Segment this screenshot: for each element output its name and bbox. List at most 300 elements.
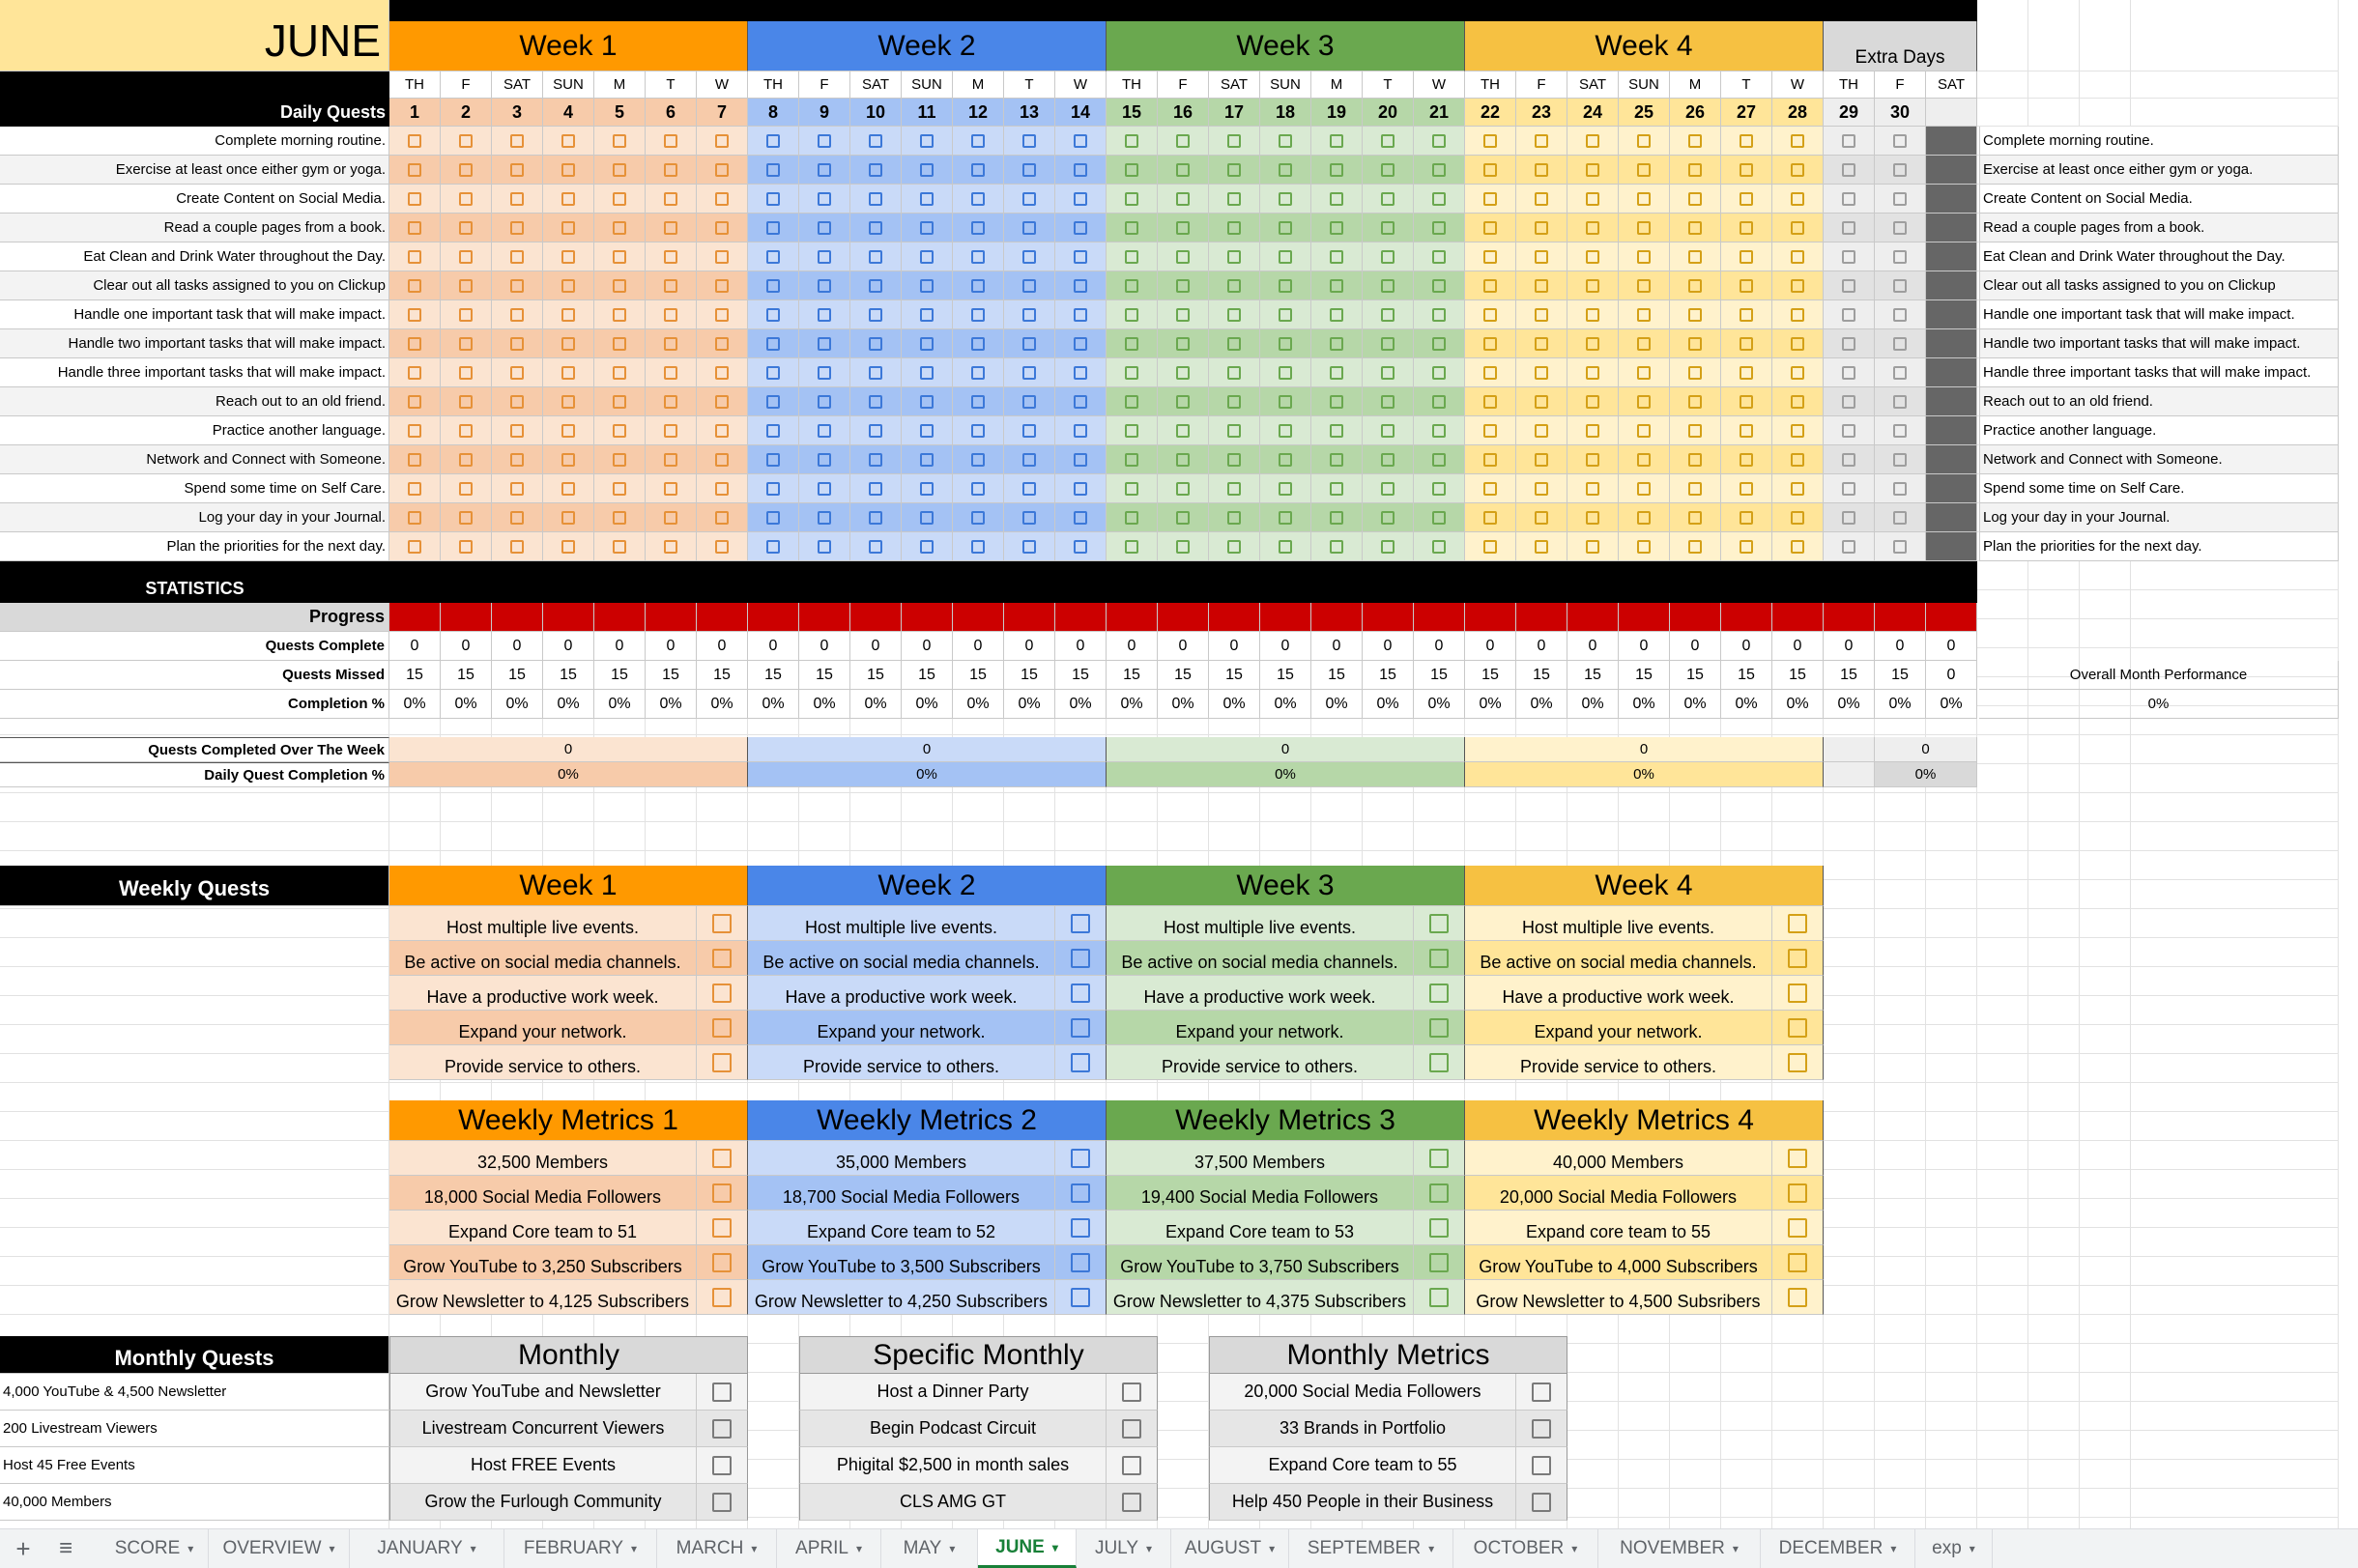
quest-checkbox[interactable]: [920, 163, 934, 177]
quest-checkbox[interactable]: [766, 511, 780, 525]
quest-checkbox[interactable]: [1688, 250, 1702, 264]
quest-checkbox[interactable]: [1176, 221, 1190, 235]
quest-checkbox[interactable]: [818, 163, 831, 177]
quest-checkbox[interactable]: [1022, 511, 1036, 525]
weekly-quest-checkbox[interactable]: [1788, 984, 1807, 1003]
quest-checkbox[interactable]: [1740, 337, 1753, 351]
quest-checkbox[interactable]: [408, 453, 421, 467]
weekly-quest-checkbox[interactable]: [712, 949, 732, 968]
weekly-quest-checkbox[interactable]: [1071, 914, 1090, 933]
quest-checkbox[interactable]: [1279, 279, 1292, 293]
quest-checkbox[interactable]: [1637, 279, 1651, 293]
quest-checkbox[interactable]: [1381, 482, 1395, 496]
quest-checkbox[interactable]: [1381, 192, 1395, 206]
quest-checkbox[interactable]: [920, 366, 934, 380]
quest-checkbox[interactable]: [459, 221, 473, 235]
quest-checkbox[interactable]: [1227, 395, 1241, 409]
quest-checkbox[interactable]: [920, 134, 934, 148]
quest-checkbox[interactable]: [715, 221, 729, 235]
quest-checkbox[interactable]: [1586, 424, 1599, 438]
quest-checkbox[interactable]: [510, 221, 524, 235]
quest-checkbox[interactable]: [1381, 134, 1395, 148]
quest-checkbox[interactable]: [561, 163, 575, 177]
quest-checkbox[interactable]: [1074, 424, 1087, 438]
quest-checkbox[interactable]: [1330, 540, 1343, 554]
quest-checkbox[interactable]: [1893, 424, 1907, 438]
quest-checkbox[interactable]: [561, 482, 575, 496]
quest-checkbox[interactable]: [1842, 221, 1855, 235]
quest-checkbox[interactable]: [664, 395, 677, 409]
weekly-metric-checkbox[interactable]: [712, 1218, 732, 1238]
weekly-quest-checkbox[interactable]: [1429, 914, 1449, 933]
monthly-checkbox[interactable]: [1532, 1456, 1551, 1475]
quest-checkbox[interactable]: [1637, 221, 1651, 235]
quest-checkbox[interactable]: [408, 424, 421, 438]
quest-checkbox[interactable]: [1535, 308, 1548, 322]
quest-checkbox[interactable]: [1483, 424, 1497, 438]
quest-checkbox[interactable]: [1535, 134, 1548, 148]
quest-checkbox[interactable]: [1176, 279, 1190, 293]
quest-checkbox[interactable]: [1893, 540, 1907, 554]
quest-checkbox[interactable]: [971, 250, 985, 264]
chevron-down-icon[interactable]: ▾: [1146, 1542, 1153, 1555]
quest-checkbox[interactable]: [1842, 424, 1855, 438]
quest-checkbox[interactable]: [459, 424, 473, 438]
quest-checkbox[interactable]: [1791, 163, 1804, 177]
quest-checkbox[interactable]: [1535, 424, 1548, 438]
quest-checkbox[interactable]: [1483, 250, 1497, 264]
quest-checkbox[interactable]: [1022, 366, 1036, 380]
quest-checkbox[interactable]: [1022, 134, 1036, 148]
weekly-quest-checkbox[interactable]: [1071, 949, 1090, 968]
quest-checkbox[interactable]: [766, 366, 780, 380]
quest-checkbox[interactable]: [1330, 221, 1343, 235]
quest-checkbox[interactable]: [1740, 250, 1753, 264]
quest-checkbox[interactable]: [818, 482, 831, 496]
quest-checkbox[interactable]: [920, 221, 934, 235]
quest-checkbox[interactable]: [510, 482, 524, 496]
weekly-quest-checkbox[interactable]: [1788, 1053, 1807, 1072]
quest-checkbox[interactable]: [1330, 366, 1343, 380]
weekly-metric-checkbox[interactable]: [1788, 1149, 1807, 1168]
quest-checkbox[interactable]: [1893, 279, 1907, 293]
quest-checkbox[interactable]: [459, 366, 473, 380]
quest-checkbox[interactable]: [1791, 366, 1804, 380]
quest-checkbox[interactable]: [510, 453, 524, 467]
quest-checkbox[interactable]: [408, 366, 421, 380]
quest-checkbox[interactable]: [1227, 511, 1241, 525]
sheet-tab-april[interactable]: [777, 1529, 881, 1568]
quest-checkbox[interactable]: [1483, 482, 1497, 496]
quest-checkbox[interactable]: [1740, 482, 1753, 496]
quest-checkbox[interactable]: [920, 540, 934, 554]
quest-checkbox[interactable]: [408, 279, 421, 293]
weekly-metric-checkbox[interactable]: [1429, 1288, 1449, 1307]
quest-checkbox[interactable]: [920, 395, 934, 409]
quest-checkbox[interactable]: [1022, 540, 1036, 554]
quest-checkbox[interactable]: [561, 221, 575, 235]
quest-checkbox[interactable]: [1381, 424, 1395, 438]
weekly-metric-checkbox[interactable]: [1788, 1183, 1807, 1203]
monthly-checkbox[interactable]: [1532, 1419, 1551, 1439]
quest-checkbox[interactable]: [408, 482, 421, 496]
quest-checkbox[interactable]: [971, 482, 985, 496]
quest-checkbox[interactable]: [1740, 453, 1753, 467]
quest-checkbox[interactable]: [869, 134, 882, 148]
quest-checkbox[interactable]: [613, 424, 626, 438]
weekly-quest-checkbox[interactable]: [712, 984, 732, 1003]
quest-checkbox[interactable]: [1432, 424, 1446, 438]
quest-checkbox[interactable]: [1330, 308, 1343, 322]
quest-checkbox[interactable]: [715, 482, 729, 496]
quest-checkbox[interactable]: [1279, 221, 1292, 235]
quest-checkbox[interactable]: [818, 221, 831, 235]
sheet-tab-score[interactable]: [101, 1529, 209, 1568]
quest-checkbox[interactable]: [1279, 453, 1292, 467]
quest-checkbox[interactable]: [510, 279, 524, 293]
quest-checkbox[interactable]: [818, 192, 831, 206]
quest-checkbox[interactable]: [1022, 192, 1036, 206]
quest-checkbox[interactable]: [561, 250, 575, 264]
sheet-tab-august[interactable]: [1171, 1529, 1289, 1568]
sheet-tab-exp[interactable]: [1915, 1529, 1993, 1568]
weekly-quest-checkbox[interactable]: [1788, 1018, 1807, 1038]
quest-checkbox[interactable]: [1074, 395, 1087, 409]
quest-checkbox[interactable]: [869, 279, 882, 293]
quest-checkbox[interactable]: [766, 134, 780, 148]
quest-checkbox[interactable]: [715, 279, 729, 293]
quest-checkbox[interactable]: [1381, 395, 1395, 409]
quest-checkbox[interactable]: [869, 337, 882, 351]
quest-checkbox[interactable]: [818, 134, 831, 148]
quest-checkbox[interactable]: [1330, 453, 1343, 467]
quest-checkbox[interactable]: [1432, 163, 1446, 177]
quest-checkbox[interactable]: [1074, 482, 1087, 496]
quest-checkbox[interactable]: [1842, 511, 1855, 525]
quest-checkbox[interactable]: [869, 453, 882, 467]
quest-checkbox[interactable]: [1125, 163, 1138, 177]
quest-checkbox[interactable]: [1125, 453, 1138, 467]
quest-checkbox[interactable]: [1279, 366, 1292, 380]
quest-checkbox[interactable]: [920, 424, 934, 438]
chevron-down-icon[interactable]: ▾: [1969, 1542, 1975, 1555]
quest-checkbox[interactable]: [510, 308, 524, 322]
quest-checkbox[interactable]: [1279, 337, 1292, 351]
quest-checkbox[interactable]: [459, 540, 473, 554]
quest-checkbox[interactable]: [1688, 192, 1702, 206]
quest-checkbox[interactable]: [1842, 134, 1855, 148]
quest-checkbox[interactable]: [1688, 134, 1702, 148]
quest-checkbox[interactable]: [664, 540, 677, 554]
quest-checkbox[interactable]: [1381, 221, 1395, 235]
sheet-tab-june[interactable]: [978, 1529, 1077, 1568]
quest-checkbox[interactable]: [1688, 453, 1702, 467]
quest-checkbox[interactable]: [561, 134, 575, 148]
quest-checkbox[interactable]: [1535, 511, 1548, 525]
chevron-down-icon[interactable]: ▾: [329, 1542, 335, 1555]
quest-checkbox[interactable]: [1176, 540, 1190, 554]
quest-checkbox[interactable]: [1279, 395, 1292, 409]
weekly-metric-checkbox[interactable]: [712, 1253, 732, 1272]
quest-checkbox[interactable]: [1483, 395, 1497, 409]
quest-checkbox[interactable]: [1022, 163, 1036, 177]
quest-checkbox[interactable]: [459, 395, 473, 409]
quest-checkbox[interactable]: [1279, 482, 1292, 496]
quest-checkbox[interactable]: [1637, 482, 1651, 496]
weekly-metric-checkbox[interactable]: [712, 1183, 732, 1203]
quest-checkbox[interactable]: [1637, 395, 1651, 409]
quest-checkbox[interactable]: [1586, 163, 1599, 177]
quest-checkbox[interactable]: [1740, 192, 1753, 206]
quest-checkbox[interactable]: [869, 482, 882, 496]
quest-checkbox[interactable]: [766, 279, 780, 293]
quest-checkbox[interactable]: [818, 279, 831, 293]
quest-checkbox[interactable]: [1074, 192, 1087, 206]
quest-checkbox[interactable]: [1279, 163, 1292, 177]
quest-checkbox[interactable]: [869, 308, 882, 322]
quest-checkbox[interactable]: [1125, 511, 1138, 525]
quest-checkbox[interactable]: [1586, 221, 1599, 235]
quest-checkbox[interactable]: [818, 250, 831, 264]
monthly-checkbox[interactable]: [1122, 1456, 1141, 1475]
quest-checkbox[interactable]: [1791, 482, 1804, 496]
quest-checkbox[interactable]: [766, 337, 780, 351]
quest-checkbox[interactable]: [613, 337, 626, 351]
quest-checkbox[interactable]: [1074, 163, 1087, 177]
quest-checkbox[interactable]: [1022, 221, 1036, 235]
quest-checkbox[interactable]: [1176, 308, 1190, 322]
quest-checkbox[interactable]: [1535, 482, 1548, 496]
chevron-down-icon[interactable]: ▾: [949, 1542, 956, 1555]
quest-checkbox[interactable]: [408, 337, 421, 351]
quest-checkbox[interactable]: [1125, 279, 1138, 293]
quest-checkbox[interactable]: [459, 250, 473, 264]
weekly-metric-checkbox[interactable]: [712, 1288, 732, 1307]
quest-checkbox[interactable]: [459, 134, 473, 148]
quest-checkbox[interactable]: [613, 279, 626, 293]
add-sheet-icon[interactable]: +: [15, 1533, 31, 1563]
weekly-metric-checkbox[interactable]: [1788, 1288, 1807, 1307]
quest-checkbox[interactable]: [1022, 424, 1036, 438]
quest-checkbox[interactable]: [459, 279, 473, 293]
quest-checkbox[interactable]: [613, 134, 626, 148]
quest-checkbox[interactable]: [920, 192, 934, 206]
weekly-metric-checkbox[interactable]: [1071, 1288, 1090, 1307]
chevron-down-icon[interactable]: ▾: [855, 1542, 862, 1555]
weekly-quest-checkbox[interactable]: [1071, 1018, 1090, 1038]
quest-checkbox[interactable]: [510, 192, 524, 206]
quest-checkbox[interactable]: [1381, 453, 1395, 467]
quest-checkbox[interactable]: [1586, 540, 1599, 554]
quest-checkbox[interactable]: [1893, 192, 1907, 206]
quest-checkbox[interactable]: [971, 221, 985, 235]
quest-checkbox[interactable]: [1791, 192, 1804, 206]
sheet-tab-october[interactable]: [1453, 1529, 1598, 1568]
quest-checkbox[interactable]: [1688, 279, 1702, 293]
quest-checkbox[interactable]: [664, 337, 677, 351]
quest-checkbox[interactable]: [510, 540, 524, 554]
quest-checkbox[interactable]: [664, 482, 677, 496]
weekly-quest-checkbox[interactable]: [1429, 949, 1449, 968]
quest-checkbox[interactable]: [1227, 134, 1241, 148]
quest-checkbox[interactable]: [1381, 250, 1395, 264]
quest-checkbox[interactable]: [766, 192, 780, 206]
monthly-checkbox[interactable]: [1122, 1383, 1141, 1402]
quest-checkbox[interactable]: [715, 134, 729, 148]
quest-checkbox[interactable]: [971, 337, 985, 351]
quest-checkbox[interactable]: [1176, 192, 1190, 206]
quest-checkbox[interactable]: [510, 424, 524, 438]
quest-checkbox[interactable]: [408, 134, 421, 148]
quest-checkbox[interactable]: [1330, 279, 1343, 293]
quest-checkbox[interactable]: [1432, 395, 1446, 409]
quest-checkbox[interactable]: [1074, 366, 1087, 380]
quest-checkbox[interactable]: [920, 250, 934, 264]
weekly-metric-checkbox[interactable]: [1429, 1253, 1449, 1272]
quest-checkbox[interactable]: [561, 366, 575, 380]
quest-checkbox[interactable]: [1074, 221, 1087, 235]
quest-checkbox[interactable]: [1740, 395, 1753, 409]
weekly-quest-checkbox[interactable]: [1429, 1053, 1449, 1072]
quest-checkbox[interactable]: [613, 453, 626, 467]
weekly-metric-checkbox[interactable]: [1788, 1253, 1807, 1272]
quest-checkbox[interactable]: [1176, 366, 1190, 380]
quest-checkbox[interactable]: [1279, 308, 1292, 322]
quest-checkbox[interactable]: [1227, 250, 1241, 264]
sheet-tab-march[interactable]: [657, 1529, 777, 1568]
chevron-down-icon[interactable]: ▾: [1732, 1542, 1739, 1555]
quest-checkbox[interactable]: [715, 308, 729, 322]
quest-checkbox[interactable]: [408, 308, 421, 322]
quest-checkbox[interactable]: [766, 250, 780, 264]
quest-checkbox[interactable]: [1688, 163, 1702, 177]
quest-checkbox[interactable]: [1740, 308, 1753, 322]
quest-checkbox[interactable]: [1227, 540, 1241, 554]
quest-checkbox[interactable]: [1535, 221, 1548, 235]
quest-checkbox[interactable]: [1688, 221, 1702, 235]
quest-checkbox[interactable]: [510, 511, 524, 525]
quest-checkbox[interactable]: [613, 395, 626, 409]
quest-checkbox[interactable]: [1688, 482, 1702, 496]
sheet-tab-november[interactable]: [1598, 1529, 1761, 1568]
quest-checkbox[interactable]: [1279, 250, 1292, 264]
quest-checkbox[interactable]: [1637, 337, 1651, 351]
quest-checkbox[interactable]: [1176, 134, 1190, 148]
weekly-metric-checkbox[interactable]: [1071, 1149, 1090, 1168]
sheet-tab-may[interactable]: [881, 1529, 978, 1568]
quest-checkbox[interactable]: [1740, 279, 1753, 293]
quest-checkbox[interactable]: [1740, 134, 1753, 148]
quest-checkbox[interactable]: [1022, 395, 1036, 409]
quest-checkbox[interactable]: [510, 134, 524, 148]
quest-checkbox[interactable]: [1893, 482, 1907, 496]
quest-checkbox[interactable]: [1535, 395, 1548, 409]
quest-checkbox[interactable]: [1740, 540, 1753, 554]
quest-checkbox[interactable]: [1330, 482, 1343, 496]
quest-checkbox[interactable]: [1074, 308, 1087, 322]
quest-checkbox[interactable]: [1176, 163, 1190, 177]
quest-checkbox[interactable]: [1176, 337, 1190, 351]
weekly-metric-checkbox[interactable]: [712, 1149, 732, 1168]
quest-checkbox[interactable]: [971, 134, 985, 148]
quest-checkbox[interactable]: [1279, 424, 1292, 438]
quest-checkbox[interactable]: [1483, 134, 1497, 148]
quest-checkbox[interactable]: [408, 511, 421, 525]
quest-checkbox[interactable]: [766, 424, 780, 438]
quest-checkbox[interactable]: [1483, 192, 1497, 206]
quest-checkbox[interactable]: [1535, 366, 1548, 380]
quest-checkbox[interactable]: [1893, 511, 1907, 525]
quest-checkbox[interactable]: [459, 163, 473, 177]
chevron-down-icon[interactable]: ▾: [1269, 1542, 1276, 1555]
quest-checkbox[interactable]: [408, 221, 421, 235]
quest-checkbox[interactable]: [818, 308, 831, 322]
quest-checkbox[interactable]: [1483, 366, 1497, 380]
weekly-metric-checkbox[interactable]: [1429, 1149, 1449, 1168]
monthly-checkbox[interactable]: [712, 1493, 732, 1512]
quest-checkbox[interactable]: [1586, 250, 1599, 264]
quest-checkbox[interactable]: [1791, 279, 1804, 293]
quest-checkbox[interactable]: [613, 482, 626, 496]
quest-checkbox[interactable]: [1740, 221, 1753, 235]
quest-checkbox[interactable]: [869, 511, 882, 525]
quest-checkbox[interactable]: [1125, 308, 1138, 322]
quest-checkbox[interactable]: [1125, 221, 1138, 235]
quest-checkbox[interactable]: [459, 308, 473, 322]
quest-checkbox[interactable]: [869, 395, 882, 409]
quest-checkbox[interactable]: [1074, 337, 1087, 351]
quest-checkbox[interactable]: [664, 366, 677, 380]
quest-checkbox[interactable]: [1330, 395, 1343, 409]
quest-checkbox[interactable]: [1432, 337, 1446, 351]
quest-checkbox[interactable]: [561, 308, 575, 322]
quest-checkbox[interactable]: [715, 163, 729, 177]
quest-checkbox[interactable]: [1637, 453, 1651, 467]
quest-checkbox[interactable]: [1125, 192, 1138, 206]
quest-checkbox[interactable]: [561, 540, 575, 554]
quest-checkbox[interactable]: [1688, 366, 1702, 380]
quest-checkbox[interactable]: [459, 482, 473, 496]
quest-checkbox[interactable]: [1893, 453, 1907, 467]
quest-checkbox[interactable]: [1074, 511, 1087, 525]
quest-checkbox[interactable]: [1893, 221, 1907, 235]
quest-checkbox[interactable]: [1842, 337, 1855, 351]
quest-checkbox[interactable]: [1022, 308, 1036, 322]
quest-checkbox[interactable]: [1586, 395, 1599, 409]
quest-checkbox[interactable]: [1330, 424, 1343, 438]
quest-checkbox[interactable]: [1483, 163, 1497, 177]
quest-checkbox[interactable]: [1432, 453, 1446, 467]
monthly-checkbox[interactable]: [712, 1456, 732, 1475]
weekly-metric-checkbox[interactable]: [1071, 1253, 1090, 1272]
quest-checkbox[interactable]: [1432, 511, 1446, 525]
quest-checkbox[interactable]: [818, 424, 831, 438]
quest-checkbox[interactable]: [408, 163, 421, 177]
quest-checkbox[interactable]: [1125, 424, 1138, 438]
quest-checkbox[interactable]: [1074, 134, 1087, 148]
quest-checkbox[interactable]: [408, 540, 421, 554]
quest-checkbox[interactable]: [459, 511, 473, 525]
weekly-quest-checkbox[interactable]: [712, 1018, 732, 1038]
quest-checkbox[interactable]: [1483, 221, 1497, 235]
quest-checkbox[interactable]: [1483, 540, 1497, 554]
quest-checkbox[interactable]: [869, 250, 882, 264]
quest-checkbox[interactable]: [869, 366, 882, 380]
quest-checkbox[interactable]: [1125, 540, 1138, 554]
quest-checkbox[interactable]: [1893, 366, 1907, 380]
quest-checkbox[interactable]: [1791, 511, 1804, 525]
weekly-quest-checkbox[interactable]: [712, 1053, 732, 1072]
